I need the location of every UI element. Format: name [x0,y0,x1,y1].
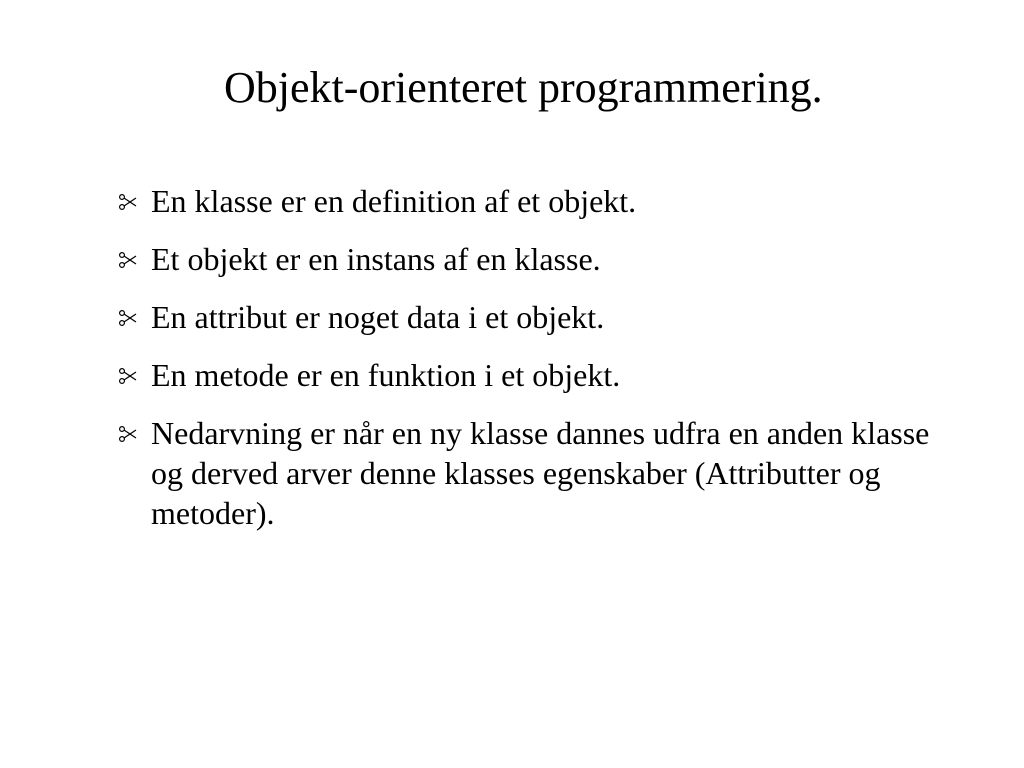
bullet-text: Nedarvning er når en ny klasse dannes udfra en anden klasse og derved arver denne klasses egenskaber (Attributter og metoder). [151,415,930,531]
bullet-item [118,413,938,533]
scissors-icon [118,366,138,386]
scissors-icon [118,308,138,328]
bullet-list [118,181,938,533]
bullet-text: En klasse er en definition af et objekt. [151,183,637,219]
bullet-item [118,239,938,279]
bullet-text: En metode er en funktion i et objekt. [151,357,621,393]
bullet-item [118,181,938,221]
bullet-text: En attribut er noget data i et objekt. [151,299,605,335]
scissors-icon [118,192,138,212]
scissors-icon [118,250,138,270]
slide-title: Objekt-orienteret programmering. [224,63,823,112]
bullet-item [118,297,938,337]
bullet-text: Et objekt er en instans af en klasse. [151,241,601,277]
scissors-icon [118,424,138,444]
bullet-item [118,355,938,395]
